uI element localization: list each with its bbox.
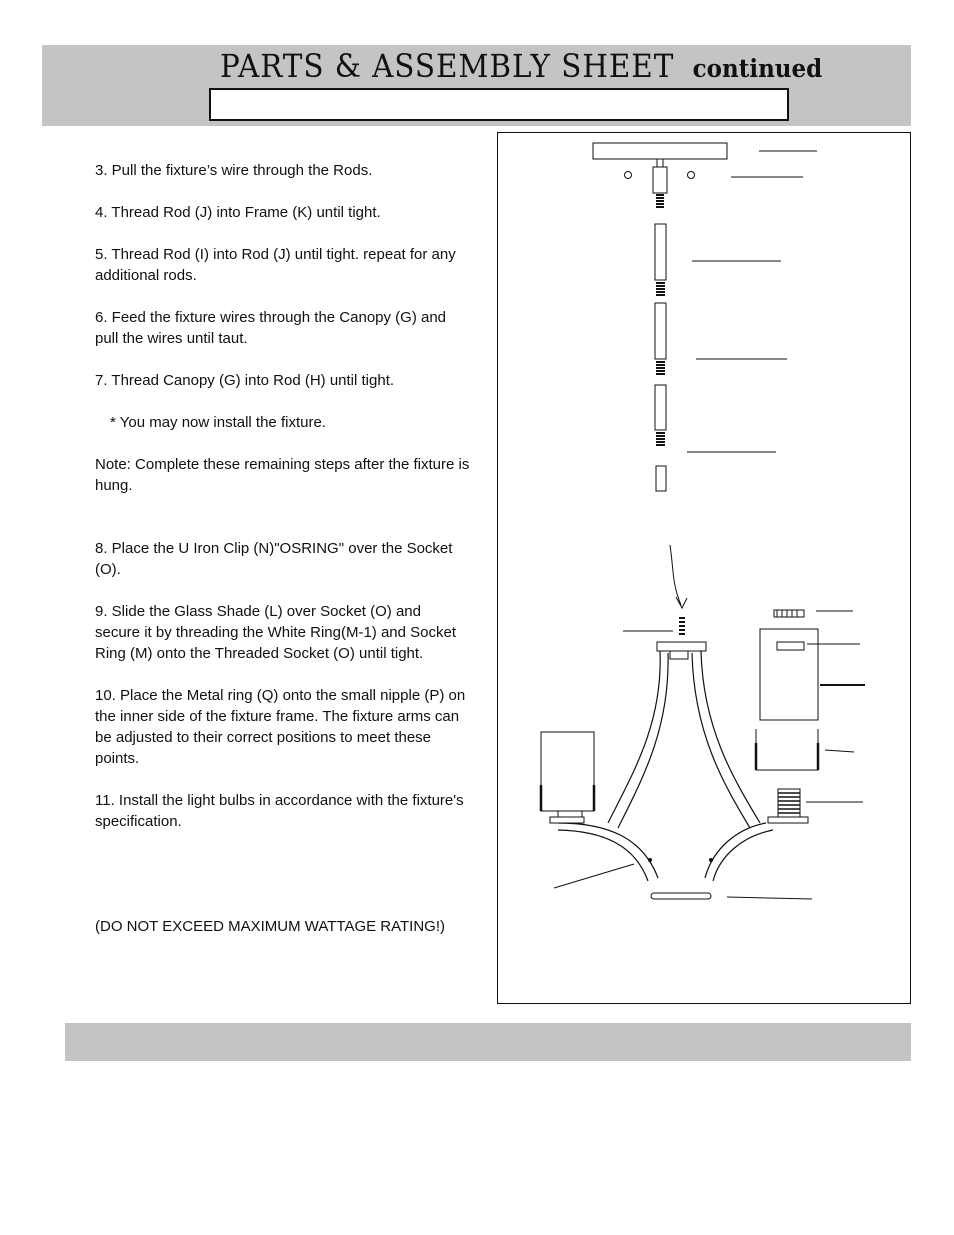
- page-title: [220, 47, 822, 85]
- thread-4: [656, 433, 665, 445]
- install-note: * You may now install the fixture.: [110, 414, 326, 431]
- shade-left-socket: [550, 817, 584, 823]
- label-line-socket-ring: [825, 750, 854, 752]
- arrow-shaft: [670, 545, 681, 605]
- arm-left-outer: [608, 651, 660, 823]
- shade-left: [541, 732, 594, 811]
- socket-base: [768, 817, 808, 823]
- screw-right: [688, 172, 695, 179]
- step-4: 4. Thread Rod (J) into Frame (K) until tight.: [95, 204, 381, 221]
- step-9: 9. Slide the Glass Shade (L) over Socket (O) and secure it by threading the White Ring(M-1) and Socket Ring (M) onto the Threaded Socket (O) until tight.: [95, 603, 457, 662]
- arm-nipple-right: [710, 859, 713, 862]
- step-3: 3. Pull the fixture’s wire through the Rods.: [95, 162, 373, 179]
- canopy-plate: [593, 143, 727, 159]
- step-8: 8. Place the U Iron Clip (N)"OSRING" over the Socket (O).: [95, 540, 453, 578]
- metal-ring-q: [651, 893, 711, 899]
- model-number-box: [209, 88, 789, 121]
- thread-top: [679, 618, 685, 634]
- step-10: 10. Place the Metal ring (Q) onto the small nipple (P) on the inner side of the fixture frame. The fixture arms can be adjusted to their correct positions to meet these points.: [95, 687, 466, 767]
- canopy-nut: [653, 167, 667, 193]
- step-5: 5. Thread Rod (I) into Rod (J) until tight. repeat for any additional rods.: [95, 246, 456, 284]
- arm-left-inner: [618, 653, 668, 828]
- thread-1: [656, 195, 664, 207]
- arm-right-outer: [701, 651, 760, 823]
- assembly-diagram: [497, 132, 911, 1004]
- chandelier-assembly-diagram-icon: [498, 133, 910, 1003]
- white-ring-m1: [774, 610, 804, 617]
- frame-hub-collar: [670, 651, 688, 659]
- shade-left-ring: [558, 811, 582, 817]
- title-suffix: continued: [692, 54, 823, 83]
- rod-h: [655, 224, 666, 280]
- step-6: 6. Feed the fixture wires through the Canopy (G) and pull the wires until taut.: [95, 309, 447, 347]
- title-text: PARTS & ASSEMBLY SHEET: [220, 47, 675, 85]
- assembly-steps: [95, 160, 470, 958]
- rod-j: [655, 385, 666, 430]
- arrow-head-icon: [676, 597, 687, 608]
- note-remaining-steps: Note: Complete these remaining steps after the fixture is hung.: [95, 456, 470, 494]
- socket-ring-m: [756, 729, 818, 770]
- rod-i: [655, 303, 666, 359]
- frame-hub: [657, 642, 706, 651]
- screw-left: [625, 172, 632, 179]
- wattage-warning: (DO NOT EXCEED MAXIMUM WATTAGE RATING!): [95, 918, 446, 935]
- label-line-ring: [727, 897, 812, 899]
- arm-nipple-left: [649, 859, 652, 862]
- arm-right-inner: [692, 653, 750, 828]
- header-band: [42, 45, 911, 126]
- u-iron-clip-n: [777, 642, 804, 650]
- step-7: 7. Thread Canopy (G) into Rod (H) until tight.: [95, 372, 395, 389]
- frame-nipple: [656, 466, 666, 491]
- label-line-arm: [554, 864, 634, 888]
- thread-3: [656, 362, 665, 374]
- footer-band: [65, 1023, 911, 1061]
- canopy-stem: [657, 159, 663, 167]
- lower-arm-right-outer: [705, 823, 766, 878]
- step-11: 11. Install the light bulbs in accordance with the fixture's specification.: [95, 792, 464, 830]
- lower-arm-right-inner: [713, 830, 773, 881]
- thread-2: [656, 283, 665, 295]
